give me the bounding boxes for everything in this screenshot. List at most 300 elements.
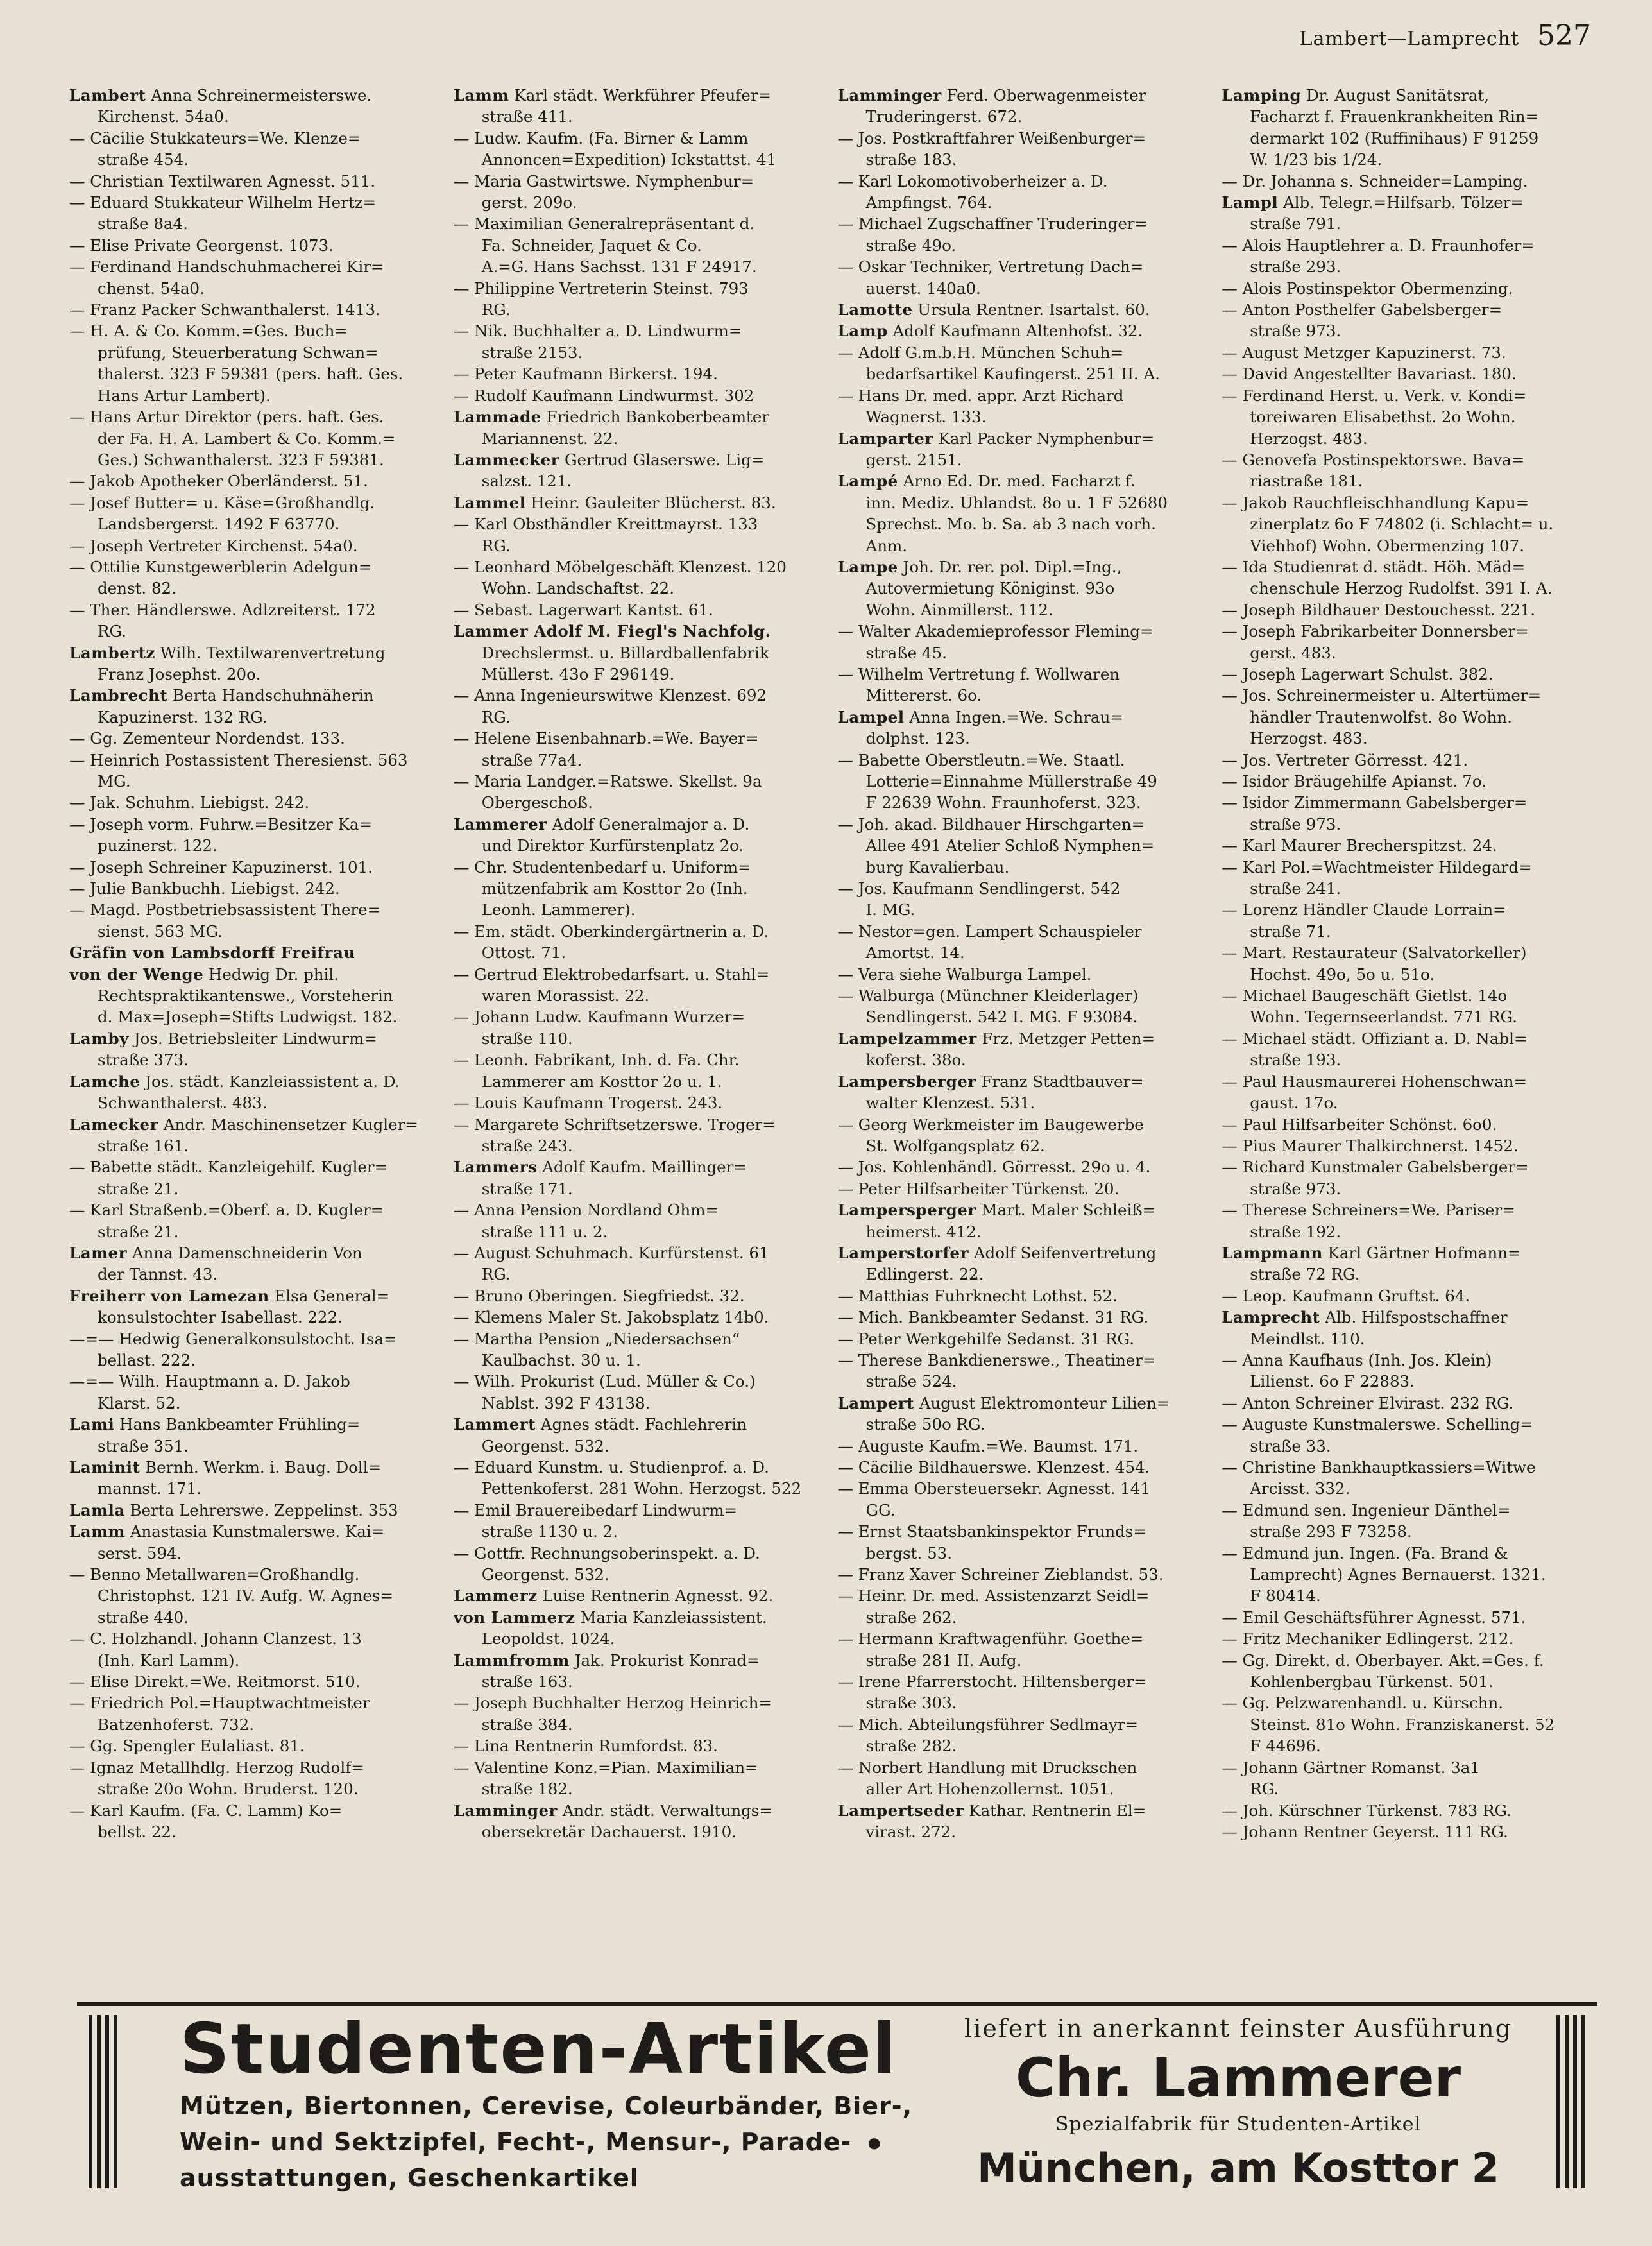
entry-continuation: straße 454.	[98, 150, 189, 169]
entry-continuation: bellast. 222.	[98, 1350, 196, 1369]
entry-continuation: Ges.) Schwanthalerst. 323 F 59381.	[98, 450, 384, 469]
entry-line: — Franz Xaver Schreiner Zieblandst. 53.	[837, 1565, 1164, 1584]
entry-text: Jos. Betriebsleiter Lindwurm=	[128, 1029, 377, 1048]
entry-heading	[454, 1156, 825, 1178]
entry-continuation: Batzenhoferst. 732.	[98, 1715, 254, 1734]
entry-continuation: Schwanthalerst. 483.	[98, 1093, 268, 1113]
entry-continuation: chenst. 54a0.	[98, 279, 205, 298]
entry-continuation: A.=G. Hans Sachsst. 131 F 24917.	[481, 257, 757, 277]
entry-line: — Rudolf Kaufmann Lindwurmst. 302	[453, 386, 754, 405]
entry-continuation: straße 161.	[98, 1136, 189, 1155]
entry-heading	[838, 1242, 1209, 1264]
entry-continuation: F 44696.	[1250, 1736, 1321, 1756]
entry-continuation: Sprechst. Mo. b. Sa. ab 3 nach vorh.	[865, 515, 1156, 534]
entry-line: — Vera siehe Walburga Lampel.	[837, 964, 1092, 984]
entry-heading	[454, 85, 825, 106]
entry-continuation: serst. 594.	[98, 1543, 182, 1563]
entry-text: Franz Stadtbauver=	[976, 1072, 1144, 1091]
entry-line: — Ignaz Metallhdlg. Herzog Rudolf=	[69, 1758, 364, 1777]
entry-text: Wilh. Textilwarenvertretung	[155, 643, 386, 662]
entry-line: — Gottfr. Rechnungsoberinspekt. a. D.	[453, 1543, 760, 1563]
entry-continuation: Mariannenst. 22.	[481, 429, 618, 448]
entry-line: — Bruno Oberingen. Siegfriedst. 32.	[453, 1286, 745, 1305]
entry-heading	[454, 492, 825, 513]
page-number: 527	[1537, 19, 1591, 52]
entry-text: August Elektromonteur Lilien=	[914, 1393, 1170, 1412]
entry-line: — Jak. Schuhm. Liebigst. 242.	[69, 793, 310, 812]
entry-continuation: bedarfsartikel Kaufingerst. 251 II. A.	[865, 364, 1160, 384]
entry-continuation: (Inh. Karl Lamm).	[98, 1650, 240, 1670]
entry-surname: Lampl	[1222, 193, 1279, 212]
entry-text: Andr. städt. Verwaltungs=	[557, 1801, 772, 1820]
entry-surname: Lamminger	[837, 86, 942, 105]
entry-surname: Lamperstorfer	[837, 1243, 969, 1262]
entry-line: — Leop. Kaufmann Gruftst. 64.	[1222, 1286, 1470, 1305]
entry-line: — Heinrich Postassistent Theresienst. 563	[69, 750, 408, 769]
entry-surname: Lampé	[837, 472, 898, 491]
entry-heading	[69, 85, 441, 106]
entry-line: — Hans Artur Direktor (pers. haft. Ges.	[69, 407, 384, 427]
entry-continuation: RG.	[481, 707, 511, 726]
entry-heading	[69, 964, 441, 985]
entry-line: — Hermann Kraftwagenführ. Goethe=	[837, 1629, 1144, 1649]
entry-continuation: mützenfabrik am Kosttor 2o (Inh.	[481, 879, 748, 898]
entry-continuation: straße 293.	[1250, 257, 1341, 277]
entry-line: — David Angestellter Bavariast. 180.	[1222, 364, 1517, 384]
entry-continuation: Ampfingst. 764.	[865, 193, 992, 212]
entry-continuation: straße 183.	[865, 150, 957, 169]
entry-text: Anastasia Kunstmalerswe. Kai=	[124, 1522, 385, 1541]
entry-continuation: puzinerst. 122.	[98, 836, 217, 855]
entry-continuation: straße 973.	[1250, 814, 1341, 834]
entry-heading	[69, 1242, 441, 1264]
entry-heading	[454, 449, 825, 470]
entry-line: — Joseph Fabrikarbeiter Donnersber=	[1222, 622, 1529, 641]
entry-continuation: straße 20o Wohn. Bruderst. 120.	[98, 1779, 359, 1799]
entry-continuation: straße 281 II. Aufg.	[865, 1650, 1022, 1670]
entry-line: — Margarete Schriftsetzerswe. Troger=	[453, 1115, 776, 1134]
entry-line: — Babette städt. Kanzleigehilf. Kugler=	[69, 1158, 388, 1177]
entry-text: Andr. Maschinensetzer Kugler=	[158, 1115, 418, 1134]
entry-surname: Lampel	[837, 707, 905, 726]
entry-surname: Lammer Adolf M. Fiegl's Nachfolg.	[453, 622, 771, 641]
entry-surname: Lami	[69, 1415, 115, 1434]
entry-continuation: St. Wolfgangsplatz 62.	[865, 1136, 1045, 1155]
entry-surname: Lamprecht	[1222, 1308, 1320, 1327]
directory-column-4	[1222, 85, 1593, 1997]
entry-line: — Paul Hilfsarbeiter Schönst. 6o0.	[1222, 1115, 1497, 1134]
entry-continuation: Landsbergerst. 1492 F 63770.	[98, 515, 340, 534]
entry-continuation: Edlingerst. 22.	[865, 1265, 984, 1284]
entry-text: Adolf Generalmajor a. D.	[547, 814, 750, 834]
entry-heading	[69, 1457, 441, 1478]
entry-line: — Pius Maurer Thalkirchnerst. 1452.	[1222, 1136, 1519, 1155]
entry-heading	[838, 470, 1209, 492]
entry-line: — H. A. & Co. Komm.=Ges. Buch=	[69, 321, 348, 341]
entry-text: Jos. städt. Kanzleiassistent a. D.	[140, 1072, 400, 1091]
entry-line: — Karl Obsthändler Kreittmayrst. 133	[453, 515, 758, 534]
entry-line: — Cäcilie Stukkateurs=We. Klenze=	[69, 128, 361, 148]
entry-text: Alb. Telegr.=Hilfsarb. Tölzer=	[1278, 193, 1524, 212]
entry-text: Arno Ed. Dr. med. Facharzt f.	[898, 472, 1136, 491]
entry-line: — Richard Kunstmaler Gabelsberger=	[1222, 1158, 1529, 1177]
entry-surname: Lamping	[1222, 86, 1302, 105]
entry-continuation: prüfung, Steuerberatung Schwan=	[98, 343, 379, 362]
entry-surname: von der Wenge	[69, 964, 204, 984]
entry-heading	[1222, 192, 1593, 213]
entry-continuation: F 80414.	[1250, 1586, 1321, 1606]
entry-line: — Gg. Direkt. d. Oberbayer. Akt.=Ges. f.	[1222, 1650, 1544, 1670]
entry-continuation: Wohn. Ainmillerst. 112.	[865, 600, 1053, 619]
entry-surname: Laminit	[69, 1458, 141, 1477]
entry-line: — Edmund sen. Ingenieur Dänthel=	[1222, 1500, 1511, 1520]
entry-line: — Gg. Zementeur Nordendst. 133.	[69, 729, 345, 748]
entry-text: Anna Schreinermeisterswe.	[146, 86, 372, 105]
entry-line: — Sebast. Lagerwart Kantst. 61.	[453, 600, 713, 619]
ad-rule	[77, 2002, 1597, 2006]
entry-line: — Joh. akad. Bildhauer Hirschgarten=	[837, 814, 1145, 834]
entry-line: — Valentine Konz.=Pian. Maximilian=	[453, 1758, 758, 1777]
entry-continuation: straße 973.	[1250, 321, 1341, 341]
entry-text: Mart. Maler Schleiß=	[976, 1201, 1156, 1220]
entry-line: — Nestor=gen. Lampert Schauspieler	[837, 922, 1142, 941]
entry-continuation: straße 71.	[1250, 922, 1331, 941]
entry-continuation: koferst. 38o.	[865, 1050, 966, 1070]
entry-heading	[1222, 1307, 1593, 1328]
entry-heading	[838, 320, 1209, 341]
entry-continuation: sienst. 563 MG.	[98, 922, 223, 941]
entry-line: — Cäcilie Bildhauerswe. Klenzest. 454.	[837, 1458, 1150, 1477]
entry-surname: von Lammerz	[453, 1607, 575, 1627]
advertisement	[77, 2002, 1597, 2195]
entry-continuation: Kapuzinerst. 132 RG.	[98, 707, 268, 726]
entry-line: — Elise Private Georgenst. 1073.	[69, 236, 334, 255]
entry-line: — Maria Gastwirtswe. Nymphenbur=	[453, 171, 754, 191]
entry-continuation: toreiwaren Elisabethst. 2o Wohn.	[1250, 407, 1516, 427]
directory-column-2	[454, 85, 825, 1997]
entry-continuation: Obergeschoß.	[481, 793, 593, 812]
entry-heading	[69, 1285, 441, 1307]
ad-specialty: Spezialfabrik für Studenten-Artikel	[1055, 2113, 1422, 2136]
entry-continuation: straße 973.	[1250, 1179, 1341, 1198]
entry-line: — Ida Studienrat d. städt. Höh. Mäd=	[1222, 557, 1526, 576]
entry-line: — Gg. Pelzwarenhandl. u. Kürschn.	[1222, 1693, 1504, 1713]
entry-line: — Louis Kaufmann Trogerst. 243.	[453, 1093, 723, 1113]
entry-continuation: Leopoldst. 1024.	[481, 1629, 615, 1649]
entry-line: — Leonh. Fabrikant, Inh. d. Fa. Chr.	[453, 1050, 740, 1070]
entry-continuation: straße 182.	[481, 1779, 573, 1799]
entry-continuation: straße 440.	[98, 1607, 189, 1627]
entry-surname: Lambert	[69, 86, 146, 105]
entry-continuation: bergst. 53.	[865, 1543, 953, 1563]
entry-surname: Lamla	[69, 1500, 125, 1520]
entry-text: Anna Damenschneiderin Von	[127, 1243, 362, 1262]
entry-continuation: F 22639 Wohn. Fraunhoferst. 323.	[865, 793, 1141, 812]
entry-continuation: denst. 82.	[98, 579, 176, 598]
entry-line: — Edmund jun. Ingen. (Fa. Brand &	[1222, 1543, 1508, 1563]
entry-line: — Eduard Stukkateur Wilhelm Hertz=	[69, 193, 377, 212]
entry-surname: Lammers	[453, 1158, 538, 1177]
entry-line: — Joseph Vertreter Kirchenst. 54a0.	[69, 536, 358, 555]
entry-line: — Joseph Bildhauer Destouchesst. 221.	[1222, 600, 1536, 619]
page-header	[0, 19, 1591, 58]
entry-continuation: straße 2153.	[481, 343, 583, 362]
entry-line: — August Schuhmach. Kurfürstenst. 61	[453, 1243, 769, 1262]
entry-line: — Gertrud Elektrobedarfsart. u. Stahl=	[453, 964, 770, 984]
entry-continuation: virast. 272.	[865, 1822, 957, 1841]
ad-bullet: •	[863, 2123, 886, 2168]
entry-line: — Maximilian Generalrepräsentant d.	[453, 214, 755, 234]
entry-line: — Walter Akademieprofessor Fleming=	[837, 622, 1154, 641]
entry-continuation: Pettenkoferst. 281 Wohn. Herzogst. 522	[481, 1479, 802, 1498]
entry-line: — Julie Bankbuchh. Liebigst. 242.	[69, 879, 340, 898]
entry-line: — Friedrich Pol.=Hauptwachtmeister	[69, 1693, 370, 1713]
entry-continuation: Wohn. Landschaftst. 22.	[481, 579, 675, 598]
entry-line: — Anton Schreiner Elvirast. 232 RG.	[1222, 1393, 1514, 1412]
entry-surname: Lamparter	[837, 429, 933, 448]
entry-line: — Johann Ludw. Kaufmann Wurzer=	[453, 1007, 745, 1027]
entry-surname: Lampert	[837, 1393, 914, 1412]
entry-continuation: der Tannst. 43.	[98, 1265, 218, 1284]
entry-line: — Georg Werkmeister im Baugewerbe	[837, 1115, 1144, 1134]
entry-line: — Walburga (Münchner Kleiderlager)	[837, 986, 1139, 1006]
entry-surname: Lammerz	[453, 1586, 538, 1606]
entry-continuation: straße 110.	[481, 1029, 573, 1048]
entry-text: Kathar. Rentnerin El=	[964, 1801, 1146, 1820]
entry-continuation: straße 384.	[481, 1715, 573, 1734]
entry-continuation: Allee 491 Atelier Schloß Nymphen=	[865, 836, 1155, 855]
entry-continuation: straße 45.	[865, 643, 947, 662]
entry-continuation: Wohn. Tegernseerlandst. 771 RG.	[1250, 1007, 1517, 1027]
entry-line: — Ernst Staatsbankinspektor Frunds=	[837, 1522, 1146, 1541]
entry-text: Karl Gärtner Hofmann=	[1322, 1243, 1521, 1262]
entry-line: — Emma Obersteuersekr. Agnesst. 141	[837, 1479, 1150, 1498]
entry-continuation: Leonh. Lammerer).	[481, 900, 636, 920]
entry-line: — Peter Hilfsarbeiter Türkenst. 20.	[837, 1179, 1120, 1198]
entry-surname: Lamminger	[453, 1801, 558, 1820]
entry-continuation: Hochst. 49o, 5o u. 51o.	[1250, 964, 1435, 984]
entry-continuation: mannst. 171.	[98, 1479, 201, 1498]
entry-continuation: RG.	[1250, 1779, 1279, 1799]
entry-continuation: Drechslermst. u. Billardballenfabrik	[481, 643, 769, 662]
entry-surname: Gräfin von Lambsdorff Freifrau	[69, 943, 355, 963]
entry-continuation: RG.	[481, 300, 511, 320]
entry-text: Dr. August Sanitätsrat,	[1301, 86, 1490, 105]
entry-continuation: straße 373.	[98, 1050, 189, 1070]
entry-continuation: straße 163.	[481, 1672, 573, 1692]
entry-continuation: Annoncen=Expedition) Ickstattst. 41	[481, 150, 777, 169]
entry-continuation: straße 192.	[1250, 1222, 1341, 1241]
entry-text: Adolf Seifenvertretung	[969, 1243, 1157, 1262]
entry-continuation: Franz Josephst. 20o.	[98, 664, 261, 683]
entry-surname: Lamm	[453, 86, 509, 105]
entry-line: — Fritz Mechaniker Edlingerst. 212.	[1222, 1629, 1514, 1649]
entry-line: — Josef Butter= u. Käse=Großhandlg.	[69, 493, 375, 512]
directory-column-1	[69, 85, 441, 1997]
entry-continuation: RG.	[98, 622, 126, 641]
entry-continuation: salzst. 121.	[481, 472, 572, 491]
entry-continuation: straße 411.	[481, 107, 573, 126]
entry-surname: Lampersperger	[837, 1201, 976, 1220]
entry-text: Heinr. Gauleiter Blücherst. 83.	[525, 493, 776, 512]
entry-surname: Lamm	[69, 1522, 125, 1541]
entry-line: — Dr. Johanna s. Schneider=Lamping.	[1222, 171, 1528, 191]
entry-continuation: walter Klenzest. 531.	[865, 1093, 1035, 1113]
entry-continuation: Truderingerst. 672.	[865, 107, 1023, 126]
entry-surname: Lammel	[453, 493, 526, 512]
entry-continuation: Lamprecht) Agnes Bernauerst. 1321.	[1250, 1565, 1546, 1584]
entry-line: — Jos. Vertreter Görresst. 421.	[1222, 750, 1469, 769]
entry-line: — Ferdinand Herst. u. Verk. v. Kondi=	[1222, 386, 1527, 405]
entry-continuation: straße 72 RG.	[1250, 1265, 1360, 1284]
entry-line: — Ferdinand Handschuhmacherei Kir=	[69, 257, 384, 277]
entry-line: — Benno Metallwaren=Großhandlg.	[69, 1565, 360, 1584]
entry-line: — Peter Kaufmann Birkerst. 194.	[453, 364, 718, 384]
entry-line: — Jos. Schreinermeister u. Altertümer=	[1222, 686, 1542, 705]
entry-line: — Karl Lokomotivoberheizer a. D.	[837, 171, 1108, 191]
entry-heading	[69, 685, 441, 706]
entry-heading	[69, 1521, 441, 1542]
entry-continuation: inn. Mediz. Uhlandst. 8o u. 1 F 52680	[865, 493, 1168, 512]
entry-line: — Gg. Spengler Eulaliast. 81.	[69, 1736, 305, 1756]
entry-continuation: burg Kavalierbau.	[865, 857, 1010, 877]
entry-text: Hedwig Dr. phil.	[203, 964, 339, 984]
entry-continuation: dolphst. 123.	[865, 729, 970, 748]
entry-continuation: auerst. 140a0.	[865, 279, 981, 298]
entry-continuation: I. MG.	[865, 900, 915, 920]
entry-continuation: Sendlingerst. 542 I. MG. F 93084.	[865, 1007, 1138, 1027]
entry-line: — Paul Hausmaurerei Hohenschwan=	[1222, 1072, 1528, 1091]
entry-continuation: straße 241.	[1250, 879, 1341, 898]
directory-columns	[69, 85, 1593, 1997]
ad-title: Studenten-Artikel	[180, 2009, 898, 2089]
entry-surname: Lambertz	[69, 643, 155, 662]
entry-line: — Isidor Bräugehilfe Apianst. 7o.	[1222, 772, 1486, 791]
entry-line: — Lina Rentnerin Rumfordst. 83.	[453, 1736, 718, 1756]
entry-heading	[838, 1199, 1209, 1221]
entry-line: — C. Holzhandl. Johann Clanzest. 13	[69, 1629, 362, 1649]
entry-text: Adolf Kaufm. Maillinger=	[537, 1158, 747, 1177]
entry-text: Maria Kanzleiassistent.	[575, 1607, 767, 1627]
entry-text: Berta Lehrerswe. Zeppelinst. 353	[124, 1500, 398, 1520]
entry-line: — Ottilie Kunstgewerblerin Adelgun=	[69, 557, 372, 576]
entry-line: — Jos. Postkraftfahrer Weißenburger=	[837, 128, 1146, 148]
entry-surname: Lamby	[69, 1029, 129, 1048]
entry-continuation: straße 351.	[98, 1436, 189, 1455]
entry-line: — Christine Bankhauptkassiers=Witwe	[1222, 1458, 1536, 1477]
entry-line: — Joh. Kürschner Türkenst. 783 RG.	[1222, 1801, 1512, 1820]
entry-text: Bernh. Werkm. i. Baug. Doll=	[140, 1458, 382, 1477]
entry-continuation: straße 77a4.	[481, 750, 583, 769]
entry-heading	[454, 1800, 825, 1821]
entry-line: — Genovefa Postinspektorswe. Bava=	[1222, 450, 1525, 469]
entry-heading	[454, 1585, 825, 1606]
entry-surname: Lammerer	[453, 814, 547, 834]
entry-heading	[69, 1500, 441, 1521]
entry-surname: Lammecker	[453, 450, 560, 469]
entry-continuation: bellst. 22.	[98, 1822, 176, 1841]
entry-continuation: heimerst. 412.	[865, 1222, 982, 1241]
entry-heading	[69, 1114, 441, 1135]
entry-continuation: Kaulbachst. 30 u. 1.	[481, 1350, 641, 1369]
entry-text: Agnes städt. Fachlehrerin	[536, 1415, 747, 1434]
entry-line: — Michael Baugeschäft Gietlst. 14o	[1222, 986, 1508, 1006]
entry-continuation: straße 8a4.	[98, 214, 188, 234]
entry-line: — Auguste Kaufm.=We. Baumst. 171.	[837, 1436, 1139, 1455]
entry-line: — Jakob Apotheker Oberländerst. 51.	[69, 472, 368, 491]
entry-line: — Nik. Buchhalter a. D. Lindwurm=	[453, 321, 742, 341]
entry-line: — Eduard Kunstm. u. Studienprof. a. D.	[453, 1458, 769, 1477]
entry-continuation: Viehhof) Wohn. Obermenzing 107.	[1250, 536, 1525, 555]
entry-line: — Mich. Bankbeamter Sedanst. 31 RG.	[837, 1308, 1149, 1327]
entry-line: — Philippine Vertreterin Steinst. 793	[453, 279, 749, 298]
entry-continuation: straße 243.	[481, 1136, 573, 1155]
entry-surname: Lampertseder	[837, 1801, 964, 1820]
entry-line: — Karl Kaufm. (Fa. C. Lamm) Ko=	[69, 1801, 343, 1820]
entry-line: — Peter Werkgehilfe Sedanst. 31 RG.	[837, 1329, 1134, 1348]
entry-continuation: Christophst. 121 IV. Aufg. W. Agnes=	[98, 1586, 393, 1606]
entry-line: — Jakob Rauchfleischhandlung Kapu=	[1222, 493, 1529, 512]
entry-continuation: Amortst. 14.	[865, 943, 965, 963]
entry-heading	[1222, 85, 1593, 106]
entry-line: — Adolf G.m.b.H. München Schuh=	[837, 343, 1124, 362]
entry-continuation: straße 50o RG.	[865, 1415, 985, 1434]
entry-line: —=— Hedwig Generalkonsulstocht. Isa=	[69, 1329, 397, 1348]
entry-continuation: gerst. 483.	[1250, 643, 1336, 662]
entry-continuation: W. 1/23 bis 1/24.	[1250, 150, 1383, 169]
entry-heading	[838, 707, 1209, 728]
entry-continuation: Klarst. 52.	[98, 1393, 181, 1412]
ad-products-line-3: ausstattungen, Geschenkartikel	[180, 2164, 639, 2192]
entry-continuation: dermarkt 102 (Ruffinihaus) F 91259	[1250, 128, 1539, 148]
entry-continuation: straße 49o.	[865, 236, 957, 255]
entry-line: — Anna Pension Nordland Ohm=	[453, 1201, 719, 1220]
entry-continuation: Rechtspraktikantenswe., Vorsteherin	[98, 986, 393, 1006]
entry-continuation: straße 282.	[865, 1736, 957, 1756]
entry-text: Alb. Hilfspostschaffner	[1320, 1308, 1508, 1327]
entry-text: Anna Ingen.=We. Schrau=	[904, 707, 1123, 726]
entry-text: Gertrud Glaserswe. Lig=	[559, 450, 765, 469]
entry-continuation: straße 171.	[481, 1179, 573, 1198]
entry-continuation: straße 303.	[865, 1693, 957, 1713]
entry-line: — Lorenz Händler Claude Lorrain=	[1222, 900, 1506, 920]
entry-line: — Joseph Buchhalter Herzog Heinrich=	[453, 1693, 772, 1713]
entry-continuation: Arcisst. 332.	[1250, 1479, 1350, 1498]
ad-ornament-left	[89, 2015, 118, 2188]
entry-line: — Emil Geschäftsführer Agnesst. 571.	[1222, 1607, 1526, 1627]
entry-continuation: händler Trautenwolfst. 8o Wohn.	[1250, 707, 1512, 726]
ad-products-line-1: Mützen, Biertonnen, Cerevise, Coleurbänder, Bier-,	[180, 2092, 913, 2120]
entry-heading	[454, 1414, 825, 1435]
entry-heading	[1222, 1242, 1593, 1264]
entry-line: — Therese Bankdienerswe., Theatiner=	[837, 1350, 1156, 1369]
entry-line: — Mart. Restaurateur (Salvatorkeller)	[1222, 943, 1527, 963]
entry-line: — Alois Postinspektor Obermenzing.	[1222, 279, 1513, 298]
entry-continuation: straße 33.	[1250, 1436, 1331, 1455]
entry-continuation: Lotterie=Einnahme Müllerstraße 49	[865, 772, 1157, 791]
entry-surname: Lamer	[69, 1243, 128, 1262]
entry-line: — August Metzger Kapuzinerst. 73.	[1222, 343, 1506, 362]
entry-line: — Franz Packer Schwanthalerst. 1413.	[69, 300, 380, 320]
entry-continuation: straße 262.	[865, 1607, 957, 1627]
entry-text: Adolf Kaufmann Altenhofst. 32.	[887, 321, 1143, 341]
entry-continuation: Hans Artur Lambert).	[98, 386, 271, 405]
entry-line: — Norbert Handlung mit Druckschen	[837, 1758, 1137, 1777]
entry-heading	[69, 1071, 441, 1092]
entry-text: Ursula Rentner. Isartalst. 60.	[912, 300, 1150, 320]
entry-text: Karl Packer Nymphenbur=	[933, 429, 1155, 448]
entry-line: — Irene Pfarrerstocht. Hiltensberger=	[837, 1672, 1147, 1692]
